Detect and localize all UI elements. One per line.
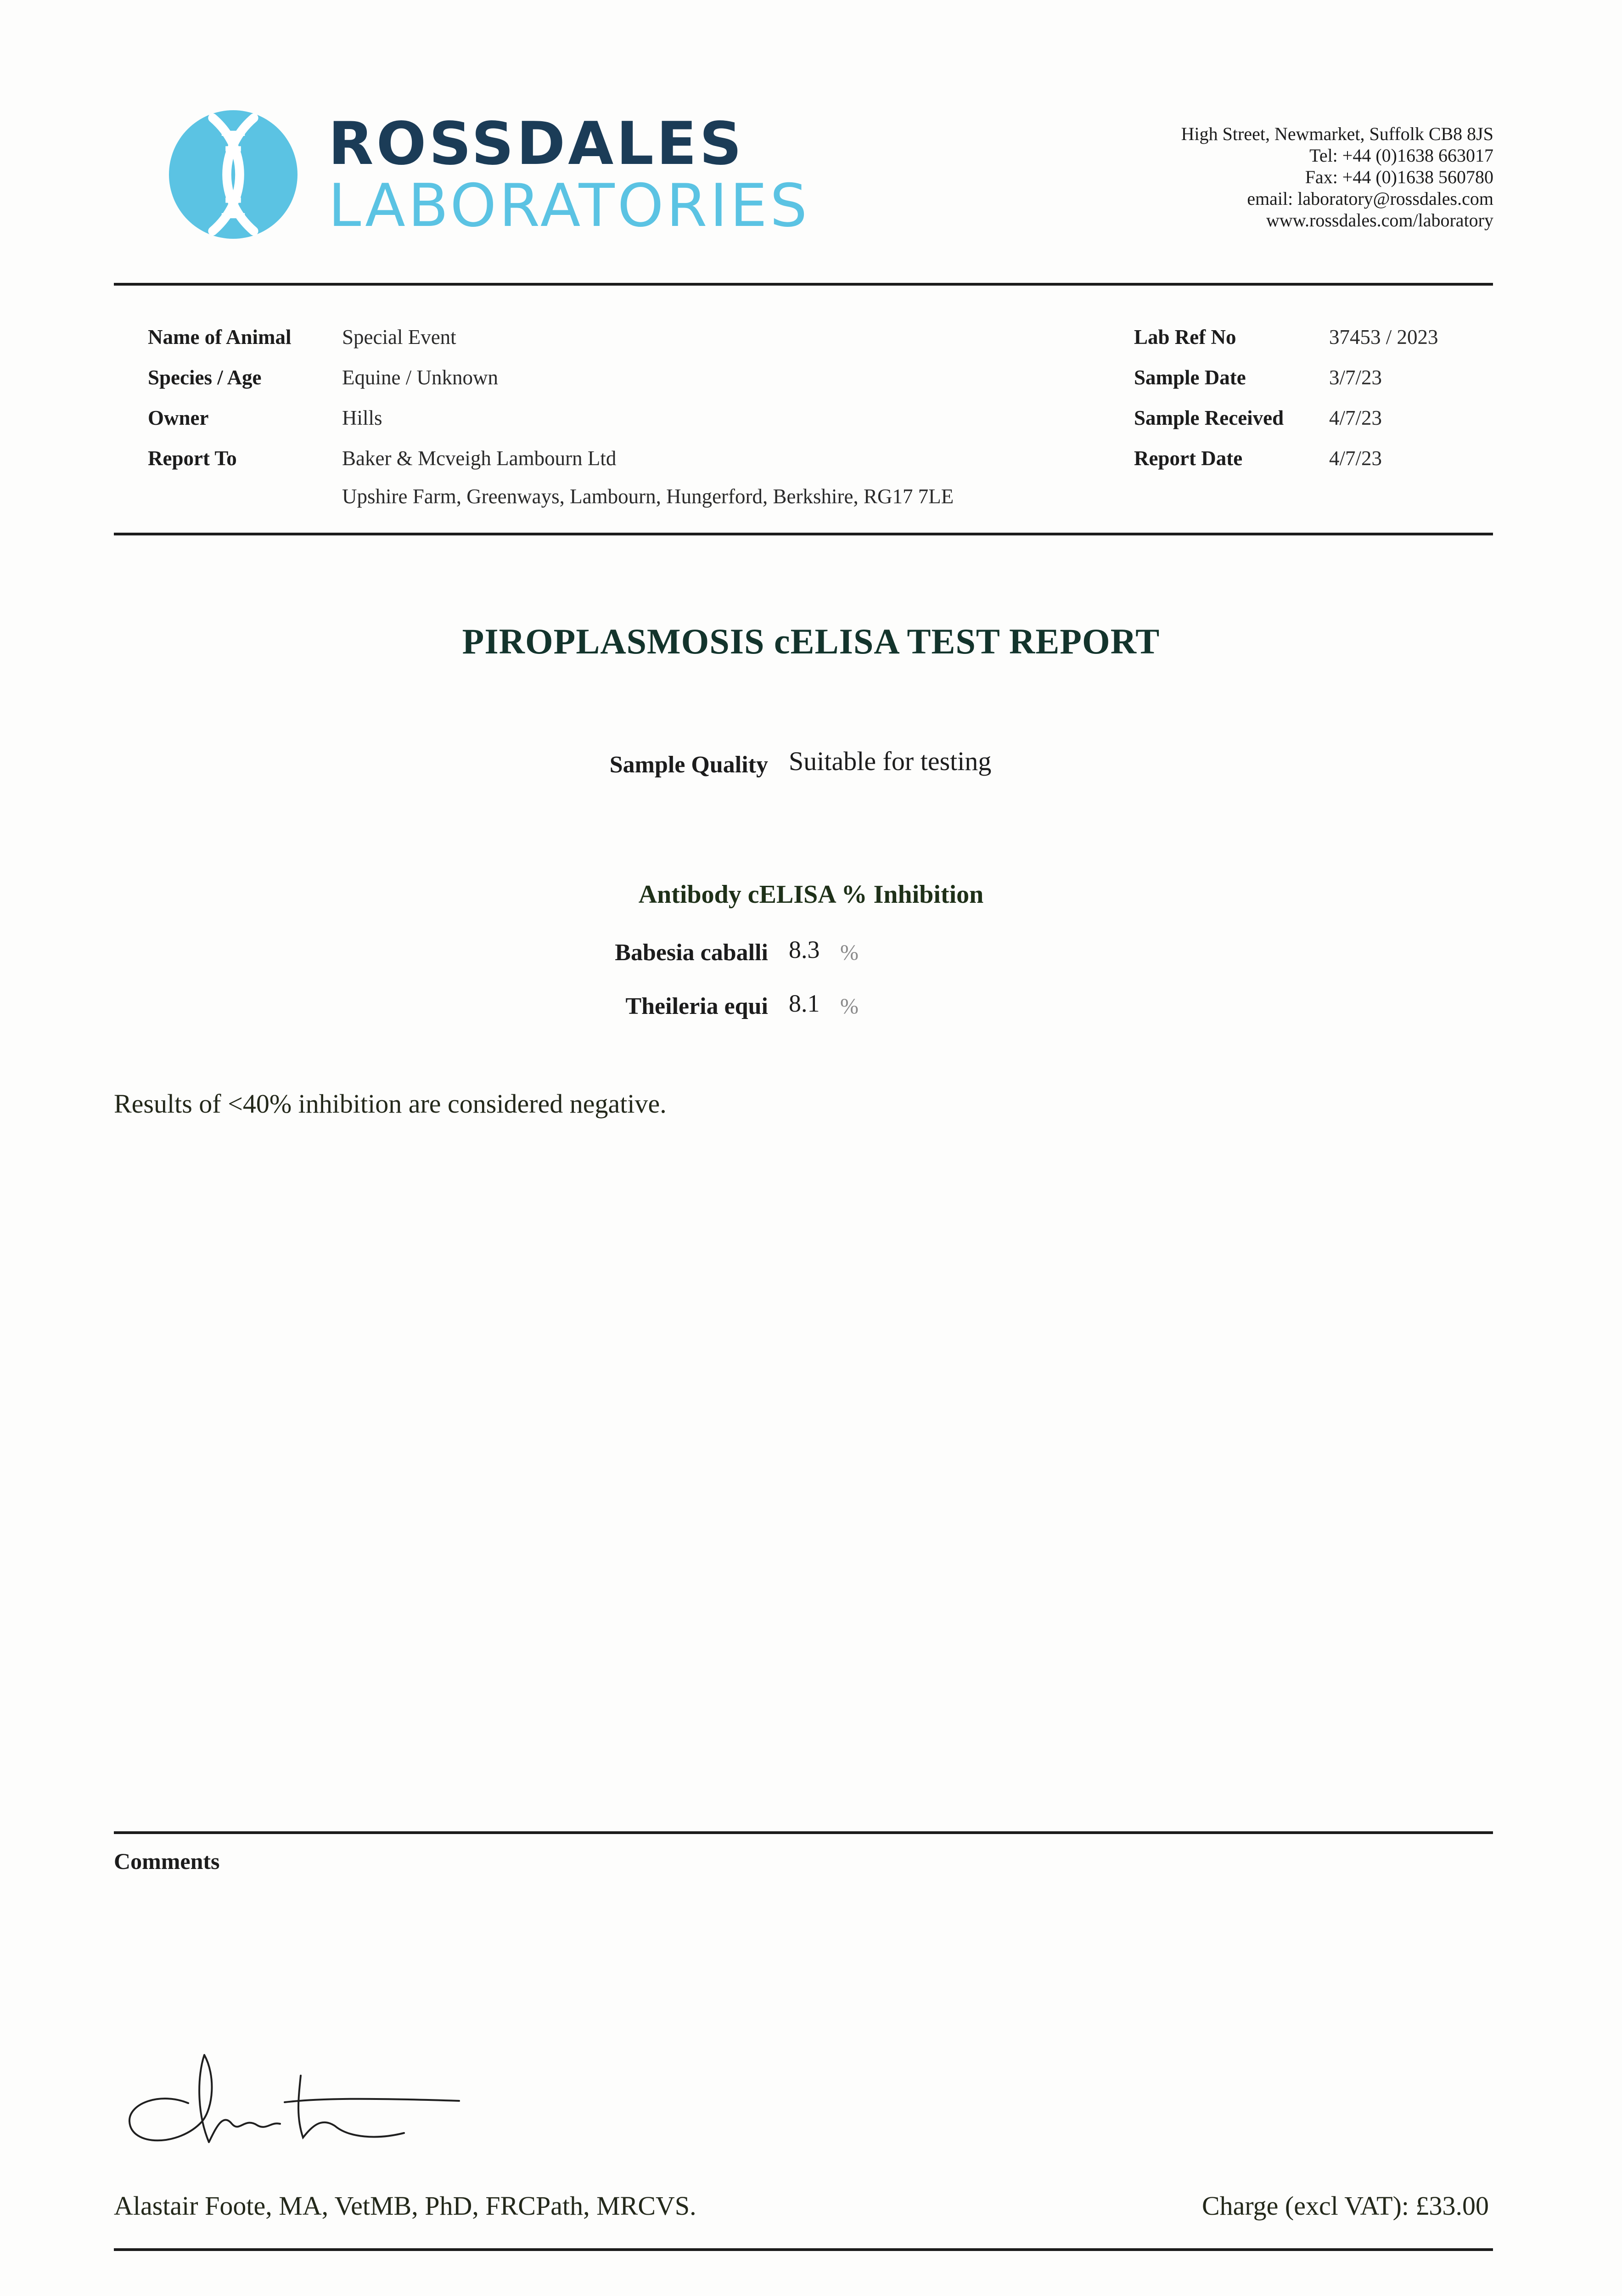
- sample-received-value: 4/7/23: [1329, 406, 1382, 429]
- brand-name-line1: ROSSDALES: [328, 110, 745, 178]
- report-to-address: Upshire Farm, Greenways, Lambourn, Hungerford, Berkshire, RG17 7LE: [342, 485, 954, 508]
- charge-amount: Charge (excl VAT): £33.00: [1201, 2191, 1489, 2221]
- lab-ref-label: Lab Ref No: [1134, 326, 1236, 349]
- sample-date-label: Sample Date: [1134, 366, 1246, 389]
- species-age-label: Species / Age: [148, 366, 262, 389]
- report-date-value: 4/7/23: [1329, 447, 1382, 470]
- report-to-label: Report To: [148, 447, 237, 470]
- signatory-name: Alastair Foote, MA, VetMB, PhD, FRCPath, MRCVS.: [114, 2191, 696, 2221]
- contact-tel: Tel: +44 (0)1638 663017: [1309, 145, 1493, 166]
- result-value-babesia: 8.3: [789, 936, 820, 963]
- report-to-value: Baker & Mcveigh Lambourn Ltd: [342, 447, 617, 470]
- comments-divider: [114, 1831, 1493, 1834]
- name-of-animal-value: Special Event: [342, 326, 456, 349]
- antibody-heading: Antibody cELISA % Inhibition: [638, 880, 984, 909]
- sample-date-value: 3/7/23: [1329, 366, 1382, 389]
- report-title: PIROPLASMOSIS cELISA TEST REPORT: [462, 621, 1160, 661]
- name-of-animal-label: Name of Animal: [148, 326, 292, 349]
- footer-divider: [114, 2248, 1493, 2251]
- header-divider: [114, 283, 1493, 286]
- owner-label: Owner: [148, 406, 209, 429]
- contact-address: High Street, Newmarket, Suffolk CB8 8JS: [1181, 124, 1493, 144]
- brand-name-line2: LABORATORIES: [328, 172, 810, 240]
- sample-quality-label: Sample Quality: [609, 752, 768, 778]
- owner-value: Hills: [342, 406, 382, 429]
- sample-received-label: Sample Received: [1134, 406, 1284, 429]
- result-unit-babesia: %: [840, 940, 859, 965]
- contact-email: email: laboratory@rossdales.com: [1247, 188, 1493, 209]
- result-interpretation-note: Results of <40% inhibition are considered negative.: [114, 1089, 667, 1119]
- species-age-value: Equine / Unknown: [342, 366, 498, 389]
- contact-block: [1181, 123, 1493, 231]
- result-label-theileria: Theileria equi: [625, 993, 768, 1019]
- report-date-label: Report Date: [1134, 447, 1243, 470]
- result-label-babesia: Babesia caballi: [615, 940, 768, 966]
- sample-quality-value: Suitable for testing: [789, 746, 992, 776]
- lab-ref-value: 37453 / 2023: [1329, 326, 1438, 349]
- contact-fax: Fax: +44 (0)1638 560780: [1305, 167, 1493, 187]
- info-divider: [114, 533, 1493, 535]
- contact-website: www.rossdales.com/laboratory: [1266, 210, 1493, 231]
- signature-image: [119, 2048, 477, 2158]
- dna-helix-icon: [169, 110, 297, 239]
- result-unit-theileria: %: [840, 994, 859, 1019]
- comments-label: Comments: [114, 1848, 220, 1874]
- result-value-theileria: 8.1: [789, 990, 820, 1017]
